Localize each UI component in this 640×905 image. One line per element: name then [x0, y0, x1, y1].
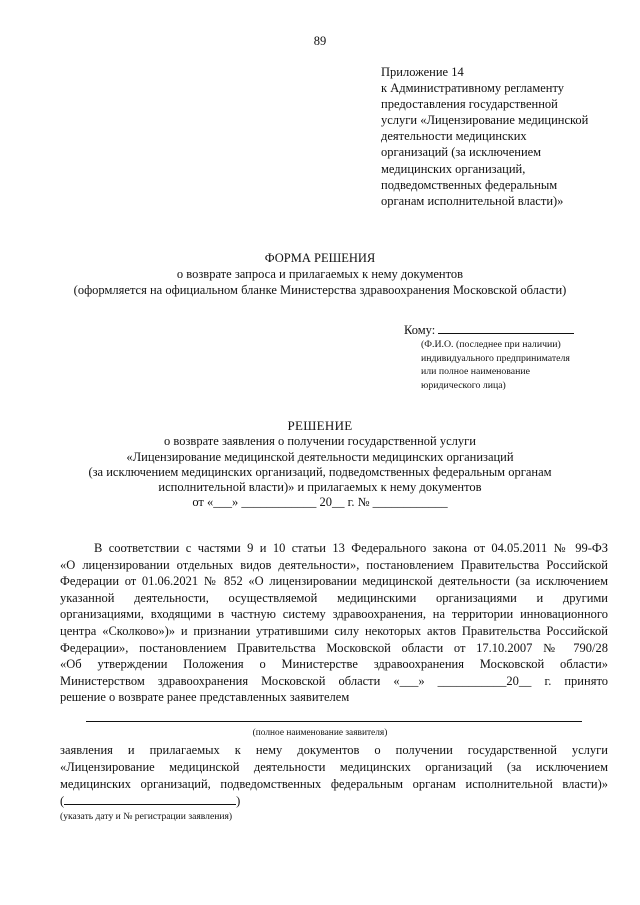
- decision-date-line: от «___» ____________ 20__ г. № ____________: [192, 495, 448, 510]
- body-paragraph: [60, 540, 608, 706]
- body-line: «О лицензировании отдельных видов деятельности», постановлением Правительства Российской: [60, 557, 608, 572]
- body-paragraph-2: [60, 742, 608, 792]
- registration-close-paren: ): [236, 794, 241, 808]
- decision-line: (за исключением медицинских организаций, подведомственных федеральным органам: [88, 464, 552, 479]
- applicant-name-line: [86, 721, 582, 722]
- body-line: Федерации от 01.06.2021 № 852 «О лицензировании медицинской деятельности (за исключением: [60, 574, 608, 589]
- registration-field: [60, 793, 240, 809]
- appendix-line: к Административному регламенту: [381, 81, 565, 96]
- recipient-note-line: юридического лица): [421, 379, 506, 391]
- body-line: организациями, входящими в частную систему здравоохранения, на территории инновационного: [60, 607, 608, 622]
- recipient-blank-line: [438, 322, 574, 334]
- form-subtitle: о возврате запроса и прилагаемых к нему документов: [176, 267, 464, 282]
- body-line: Министерством здравоохранения Московской области «___» ___________20__ г. принято: [60, 673, 608, 688]
- body2-line: медицинских организаций, подведомственных федеральным органам исполнительной власти)»: [60, 776, 608, 791]
- body2-line: заявления и прилагаемых к нему документов о получении государственной услуги: [60, 743, 608, 757]
- appendix-line: организаций (за исключением: [381, 145, 542, 160]
- body2-line: «Лицензирование медицинской деятельности медицинских организаций (за исключением: [60, 759, 608, 774]
- appendix-line: услуги «Лицензирование медицинской: [381, 113, 589, 128]
- appendix-header: [381, 64, 588, 209]
- decision-line: исполнительной власти)» и прилагаемых к нему документов: [158, 480, 482, 495]
- decision-line: «Лицензирование медицинской деятельности медицинских организаций: [126, 449, 514, 464]
- appendix-line: медицинских организаций,: [381, 161, 526, 176]
- appendix-line: Приложение 14: [381, 65, 464, 79]
- appendix-line: органам исполнительной власти)»: [381, 193, 564, 208]
- body-line: центра «Сколково»)» и признании утратившими силу некоторых актов Правительства Российской: [60, 623, 608, 638]
- recipient-label: Кому:: [404, 323, 436, 337]
- recipient-note-line: (Ф.И.О. (последнее при наличии): [421, 339, 561, 350]
- registration-open-paren: (: [60, 794, 65, 808]
- registration-caption: (указать дату и № регистрации заявления): [60, 811, 233, 822]
- page-number: 89: [313, 34, 327, 48]
- body-line: В соответствии с частями 9 и 10 статьи 13 Федерального закона от 04.05.2011 № 99-ФЗ: [94, 541, 608, 555]
- body-line: указанной деятельности, осуществляемой медицинскими организациями и другими: [60, 590, 608, 605]
- form-note: (оформляется на официальном бланке Министерства здравоохранения Московской области): [73, 283, 567, 298]
- decision-title: РЕШЕНИЕ: [287, 418, 353, 433]
- recipient-field: [404, 322, 574, 338]
- recipient-note: [421, 338, 570, 392]
- appendix-line: деятельности медицинских: [381, 129, 527, 144]
- applicant-name-caption: (полное наименование заявителя): [252, 728, 388, 738]
- decision-line: о возврате заявления о получении государственной услуги: [164, 434, 476, 449]
- form-title: ФОРМА РЕШЕНИЯ: [264, 251, 376, 265]
- recipient-note-line: или полное наименование: [421, 366, 530, 378]
- registration-blank-line: [64, 793, 236, 805]
- recipient-note-line: индивидуального предпринимателя: [421, 352, 570, 364]
- appendix-line: подведомственных федеральным: [381, 177, 558, 192]
- decision-heading: [0, 418, 640, 511]
- body-line: «Об утверждении Положения о Министерстве здравоохранения Московской области»: [60, 657, 608, 672]
- body-last-line: решение о возврате ранее представленных заявителем: [60, 690, 350, 705]
- form-heading: [0, 250, 640, 299]
- body-line: Федерации», постановлением Правительства Московской области от 17.10.2007 № 790/28: [60, 640, 608, 655]
- appendix-line: предоставления государственной: [381, 97, 558, 112]
